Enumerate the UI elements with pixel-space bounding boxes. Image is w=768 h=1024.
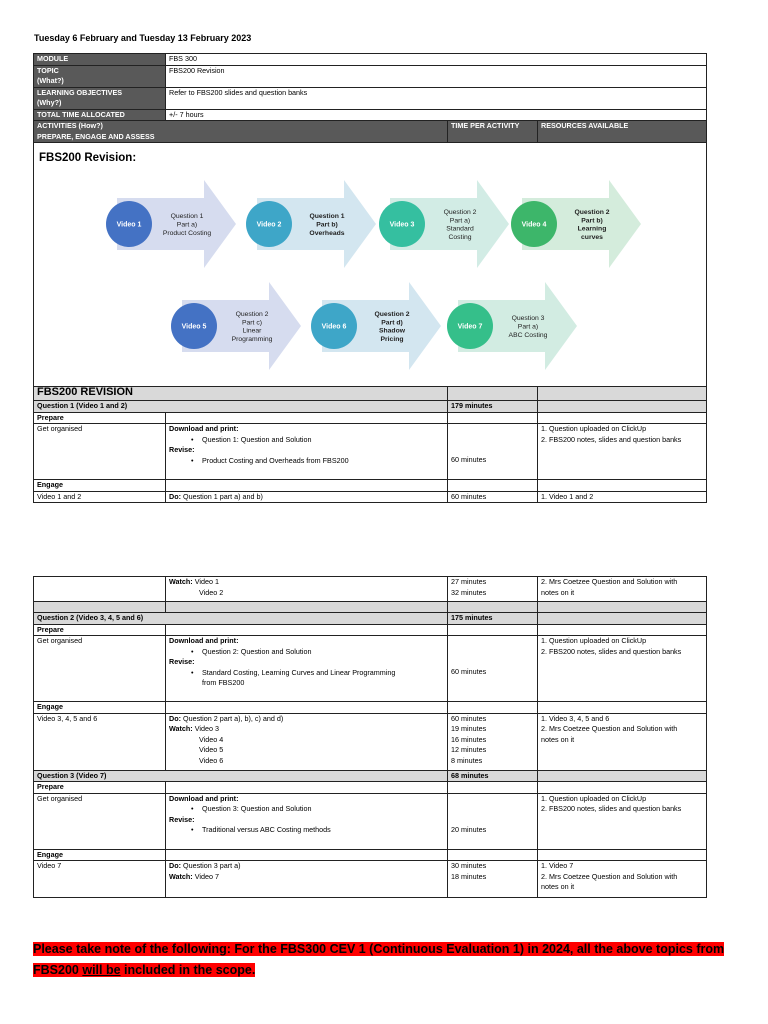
list-item: • Product Costing and Overheads from FBS200 [169, 456, 444, 467]
step-caption-line: Costing [448, 234, 472, 242]
step-caption-line: Question 2 [374, 310, 410, 318]
empty-cell [538, 613, 707, 625]
step-caption-line: Part a) [449, 217, 471, 225]
section-title: FBS200 REVISION [37, 386, 133, 398]
list-item: • Question 1: Question and Solution [169, 435, 444, 446]
empty-cell [448, 849, 538, 861]
step-caption-line: ABC Costing [508, 331, 548, 339]
q1-watch-activity: Watch: Video 1 Video 2 [166, 577, 448, 602]
step-caption-line: Linear [242, 327, 262, 335]
q2-title: Question 2 (Video 3, 4, 5 and 6) [34, 613, 448, 625]
flow-step-7 [447, 282, 577, 370]
list-item: • Standard Costing, Learning Curves and Linear Programming [169, 668, 444, 679]
q1-watch-time: 27 minutes 32 minutes [448, 577, 538, 602]
date-line: Tuesday 6 February and Tuesday 13 February 2023 [34, 33, 252, 43]
module-label: MODULE [34, 54, 166, 66]
total-time-label: TOTAL TIME ALLOCATED [34, 109, 166, 121]
empty-cell [448, 480, 538, 492]
flow-step-3 [379, 180, 509, 268]
step-caption-line: Shadow [378, 327, 406, 335]
step-caption-line: Part a) [176, 221, 198, 229]
q2-prep-resources: 1. Question uploaded on ClickUp 2. FBS200 notes, slides and question banks [538, 636, 707, 702]
step-caption-line: Question 1 [170, 213, 204, 221]
video-label: Video 5 [181, 323, 207, 331]
topic-value: FBS200 Revision [166, 65, 707, 87]
q3-engage-label: Video 7 [34, 861, 166, 898]
empty-cell [166, 624, 448, 636]
empty-cell [166, 602, 448, 613]
q1-engage-activity: Do: Question 1 part a) and b) [166, 491, 448, 503]
q3-engage-activity: Do: Question 3 part a) Watch: Video 7 [166, 861, 448, 898]
video-label: Video 6 [321, 323, 347, 331]
lesson-plan-table-top [33, 53, 707, 503]
q3-engage-resources: 1. Video 7 2. Mrs Coetzee Question and Solution with notes on it [538, 861, 707, 898]
flow-step-4 [511, 180, 641, 268]
get-organised-label: Get organised [34, 424, 166, 480]
q1-watch-resources: 2. Mrs Coetzee Question and Solution with notes on it [538, 577, 707, 602]
step-caption-line: Standard [446, 225, 474, 233]
step-caption-line: curves [581, 234, 603, 242]
engage-label: Engage [34, 849, 166, 861]
q3-prep-resources: 1. Question uploaded on ClickUp 2. FBS200 notes, slides and question banks [538, 793, 707, 849]
empty-cell [166, 412, 448, 424]
step-caption-line: Question 2 [443, 208, 477, 216]
empty-cell [448, 702, 538, 714]
step-caption-line: Part b) [581, 217, 603, 225]
q1-prep-time: 60 minutes [448, 424, 538, 480]
empty-cell [538, 480, 707, 492]
step-caption-line: Learning [577, 225, 607, 233]
empty-cell [166, 849, 448, 861]
step-caption-line: Part d) [381, 319, 403, 327]
section-title-cell [34, 387, 448, 401]
empty-cell [166, 782, 448, 794]
flow-step-5 [171, 282, 301, 370]
empty-cell [34, 577, 166, 602]
time-per-activity-header: TIME PER ACTIVITY [448, 121, 538, 143]
flow-step-6 [311, 282, 441, 370]
q1-prepare-activity: Download and print: • Question 1: Question and Solution Revise: • Product Costing and Overheads from FBS200 [166, 424, 448, 480]
q2-time: 175 minutes [448, 613, 538, 625]
q1-time: 179 minutes [448, 401, 538, 413]
empty-cell [538, 702, 707, 714]
empty-cell [538, 602, 707, 613]
learning-objectives-label: LEARNING OBJECTIVES (Why?) [34, 87, 166, 109]
q3-engage-time: 30 minutes 18 minutes [448, 861, 538, 898]
q2-engage-time: 60 minutes 19 minutes 16 minutes 12 minutes 8 minutes [448, 713, 538, 770]
activities-header: ACTIVITIES (How?) PREPARE, ENGAGE AND ASSESS [34, 121, 448, 143]
scope-notice [33, 939, 735, 981]
empty-cell [538, 770, 707, 782]
prepare-label: Prepare [34, 624, 166, 636]
learning-objectives-value: Refer to FBS200 slides and question banks [166, 87, 707, 109]
empty-cell [538, 387, 707, 401]
lesson-plan-table-bottom [33, 576, 707, 898]
q1-engage-label: Video 1 and 2 [34, 491, 166, 503]
empty-cell [538, 401, 707, 413]
step-caption-line: Product Costing [162, 229, 212, 237]
flow-step-1 [106, 180, 236, 268]
q1-engage-resources: 1. Video 1 and 2 [538, 491, 707, 503]
empty-cell [538, 849, 707, 861]
empty-cell [166, 702, 448, 714]
empty-cell [538, 624, 707, 636]
step-caption-line: Programming [231, 336, 273, 344]
video-label: Video 3 [389, 221, 415, 229]
q2-prep-time: 60 minutes [448, 636, 538, 702]
list-item: • Question 3: Question and Solution [169, 804, 444, 815]
step-caption-line: Question 2 [235, 310, 269, 318]
diagram-title: FBS200 Revision: [39, 152, 137, 164]
topic-label: TOPIC (What?) [34, 65, 166, 87]
engage-label: Engage [34, 480, 166, 492]
empty-cell [448, 602, 538, 613]
prepare-label: Prepare [34, 782, 166, 794]
video-label: Video 7 [457, 323, 483, 331]
video-label: Video 1 [116, 221, 142, 229]
q1-prep-resources: 1. Question uploaded on ClickUp 2. FBS200 notes, slides and question banks [538, 424, 707, 480]
step-caption-line: Overheads [309, 229, 345, 237]
step-caption-line: Part c) [241, 319, 263, 327]
empty-cell [448, 387, 538, 401]
q3-prepare-activity: Download and print: • Question 3: Question and Solution Revise: • Traditional versus ABC Costing methods [166, 793, 448, 849]
engage-label: Engage [34, 702, 166, 714]
q2-engage-label: Video 3, 4, 5 and 6 [34, 713, 166, 770]
step-caption-line: Part a) [517, 323, 539, 331]
process-flow-diagram [34, 143, 704, 386]
flow-step-2 [246, 180, 376, 268]
q3-title: Question 3 (Video 7) [34, 770, 448, 782]
q2-prepare-activity: Download and print: • Question 2: Question and Solution Revise: • Standard Costing, Learning Curves and Linear Programming from FBS200 [166, 636, 448, 702]
empty-cell [538, 412, 707, 424]
module-value: FBS 300 [166, 54, 707, 66]
list-item: • Traditional versus ABC Costing methods [169, 825, 444, 836]
empty-cell [166, 480, 448, 492]
q1-engage-time: 60 minutes [448, 491, 538, 503]
q2-engage-activity: Do: Question 2 part a), b), c) and d) Watch: Video 3 Video 4 Video 5 Video 6 [166, 713, 448, 770]
empty-cell [538, 782, 707, 794]
step-caption-line: Question 1 [309, 213, 345, 221]
list-item: • Question 2: Question and Solution [169, 647, 444, 658]
q3-time: 68 minutes [448, 770, 538, 782]
q1-title: Question 1 (Video 1 and 2) [34, 401, 448, 413]
step-caption-line: Question 2 [574, 208, 610, 216]
diagram-cell [34, 143, 707, 387]
video-label: Video 2 [256, 221, 282, 229]
step-caption-line: Pricing [380, 336, 404, 344]
get-organised-label: Get organised [34, 793, 166, 849]
notice-text: Please take note of the following: For the FBS300 CEV 1 (Continuous Evaluation 1) in 2024, all the above topics from FBS200 will be included in the scope. [33, 942, 725, 977]
prepare-label: Prepare [34, 412, 166, 424]
empty-cell [448, 624, 538, 636]
empty-cell [34, 602, 166, 613]
step-caption-line: Part b) [316, 221, 338, 229]
step-caption-line: Question 3 [511, 315, 545, 323]
resources-header: RESOURCES AVAILABLE [538, 121, 707, 143]
empty-cell [448, 412, 538, 424]
q2-engage-resources: 1. Video 3, 4, 5 and 6 2. Mrs Coetzee Question and Solution with notes on it [538, 713, 707, 770]
empty-cell [448, 782, 538, 794]
total-time-value: +/- 7 hours [166, 109, 707, 121]
video-label: Video 4 [521, 221, 547, 229]
q3-prep-time: 20 minutes [448, 793, 538, 849]
get-organised-label: Get organised [34, 636, 166, 702]
